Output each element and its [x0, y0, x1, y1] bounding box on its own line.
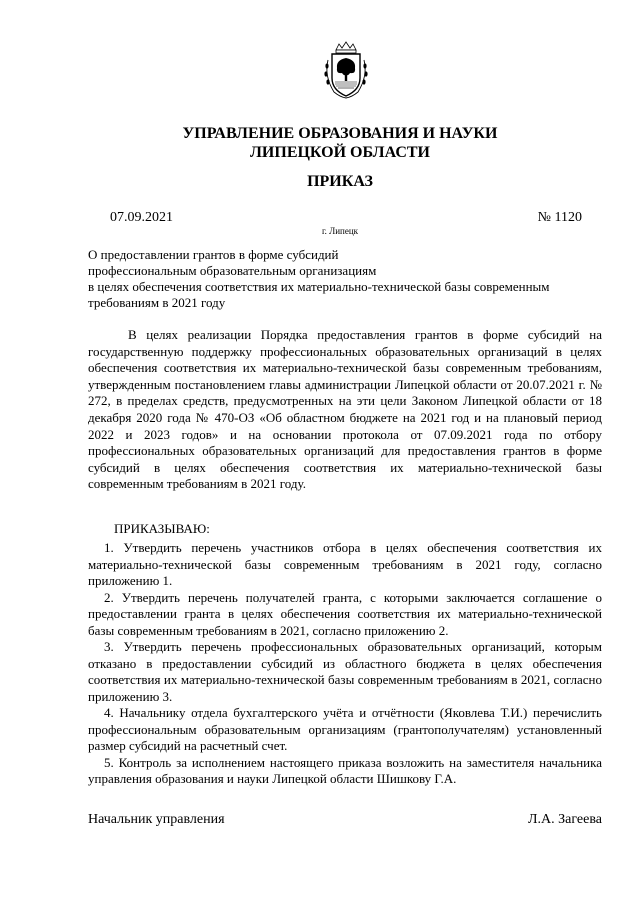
preamble-paragraph: В целях реализации Порядка предоставления грантов в форме субсидий на государственную поддержку профессиональных образовательных организаций в целях обеспечения соответствия их материально-технической базы современным требованиям, утвержденным постановлением главы администрации Липецкой области от 20.07.2021 г. № 272, в пределах средств, предусмотренных на эти цели Законом Липецкой области от 18 декабря 2020 года № 470-ОЗ «Об областном бюджете на 2021 год и на плановый период 2022 и 2023 годов» и на основании протокола от 07.09.2021 года по отбору профессиональных образовательных организаций для предоставления грантов в форме субсидий в целях обеспечения соответствия их материально-технической базы современным требованиям в 2021 году.: [88, 327, 602, 492]
order-item: 3. Утвердить перечень профессиональных образовательных организаций, которым отказано в предоставлении субсидий из областного бюджета в целях обеспечения соответствия их материально-технической базы современным требованиям в 2021, согласно приложению 3.: [88, 639, 602, 704]
order-item: 5. Контроль за исполнением настоящего приказа возложить на заместителя начальника управления образования и науки Липецкой области Шишкову Г.А.: [88, 754, 602, 786]
coat-of-arms-icon: [322, 40, 370, 100]
document-type: ПРИКАЗ: [307, 173, 373, 190]
subject-line: требованиям в 2021 году: [88, 295, 226, 310]
signer-name: Л.А. Загеева: [528, 812, 602, 827]
signer-title: Начальник управления: [88, 812, 225, 827]
document-date: 07.09.2021: [110, 210, 173, 225]
document-city: г. Липецк: [321, 226, 359, 236]
subject-line: профессиональным образовательным организациям: [88, 263, 377, 278]
org-name-line1: УПРАВЛЕНИЕ ОБРАЗОВАНИЯ И НАУКИ: [182, 125, 498, 142]
order-items: [88, 540, 602, 788]
subject-line: в целях обеспечения соответствия их материально-технической базы современным: [88, 279, 550, 294]
order-item: 4. Начальнику отдела бухгалтерского учёта и отчётности (Яковлева Т.И.) перечислить профессиональным образовательным организациям (грантополучателям) установленный размер субсидий на расчетный счет.: [88, 705, 602, 753]
order-word: ПРИКАЗЫВАЮ:: [114, 521, 210, 536]
document-number: № 1120: [537, 210, 582, 225]
org-name-line2: ЛИПЕЦКОЙ ОБЛАСТИ: [250, 144, 430, 161]
order-item: 1. Утвердить перечень участников отбора в целях обеспечения соответствия их материально-технической базы современным требованиям в 2021 году, согласно приложению 1.: [88, 540, 602, 588]
order-item: 2. Утвердить перечень получателей гранта, с которыми заключается соглашение о предоставлении гранта в целях обеспечения соответствия их материально-технической базы современным требованиям в 2021, согласно приложению 2.: [88, 589, 602, 638]
document-subject: [88, 247, 608, 311]
subject-line: О предоставлении грантов в форме субсидий: [88, 247, 339, 262]
